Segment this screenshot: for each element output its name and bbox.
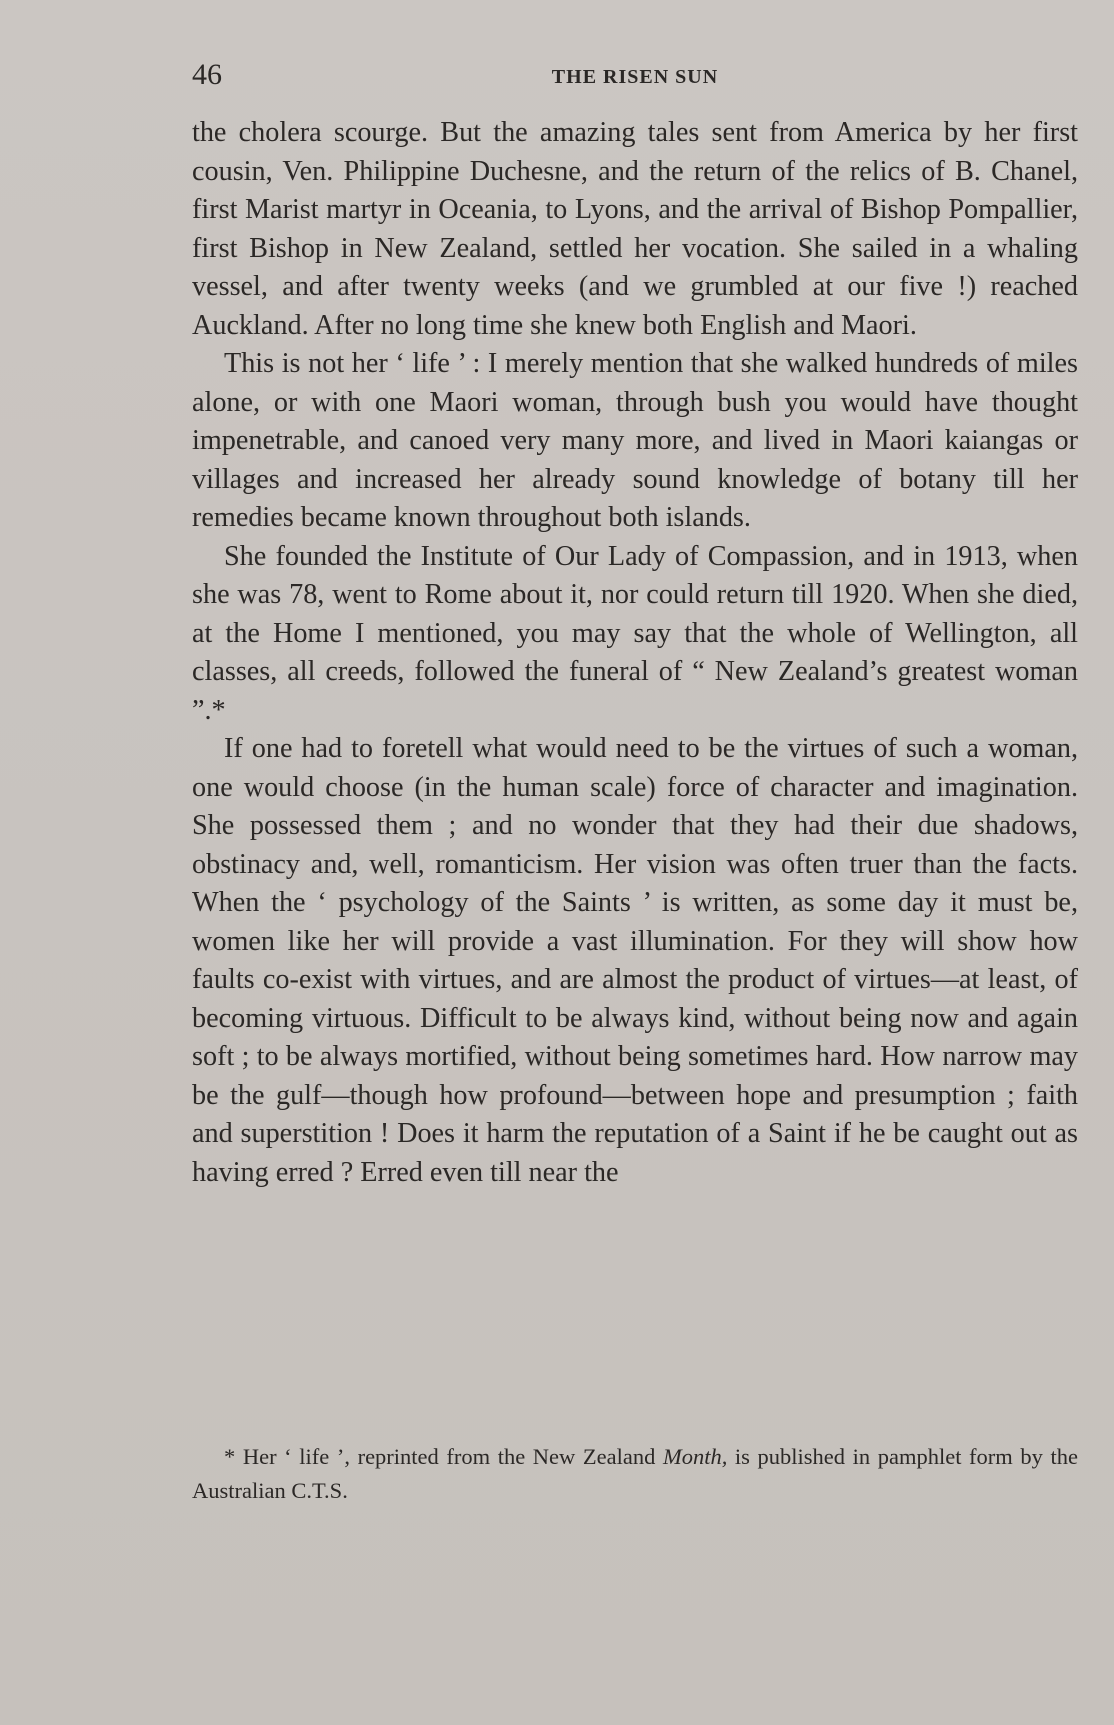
paragraph-4: If one had to foretell what would need to be the virtues of such a woman, one would choose (in the human scale) force of character and imagination. She possessed them ; and no wonder that they had their due shadows, obstinacy and, well, romanticism. Her vision was often truer than the facts. When the ‘ psychology of the Saints ’ is written, as some day it must be, women like her will provide a vast illumination. For they will show how faults co-exist with virtues, and are almost the product of virtues—at least, of becoming virtuous. Difficult to be always kind, without being now and again soft ; to be always mortified, without being sometimes hard. How narrow may be the gulf—though how profound—between hope and presumption ; faith and superstition ! Does it harm the reputation of a Saint if he be caught out as having erred ? Erred even till near the (192, 733, 1078, 1188)
footnote-italic: Month, (662, 1444, 728, 1469)
body-text (192, 114, 1078, 1192)
paragraph-1: the cholera scourge. But the amazing tales sent from America by her first cousin, Ven. Philippine Duchesne, and the return of the relics of B. Chanel, first Marist martyr in Oceania, to Lyons, and the arrival of Bishop Pompallier, first Bishop in New Zealand, settled her vocation. She sailed in a whaling vessel, and after twenty weeks (and we grumbled at our five !) reached Auckland. After no long time she knew both English and Maori. (192, 117, 1078, 341)
page-header (192, 58, 1078, 98)
running-title: THE RISEN SUN (551, 66, 719, 88)
page-number: 46 (192, 58, 222, 91)
footnote (192, 1440, 1078, 1508)
footnote-part-2: is published in pamphlet form by the Australian C.T.S. (192, 1444, 1078, 1503)
footnote-text (192, 1440, 1078, 1508)
paragraph-2: This is not her ‘ life ’ : I merely mention that she walked hundreds of miles alone, or with one Maori woman, through bush you would have thought impenetrable, and canoed very many more, and lived in Maori kaiangas or villages and increased her already sound knowledge of botany till her remedies became known throughout both islands. (192, 348, 1078, 533)
paragraph-3: She founded the Institute of Our Lady of Compassion, and in 1913, when she was 78, went to Rome about it, nor could return till 1920. When she died, at the Home I mentioned, you may say that the whole of Wellington, all classes, all creeds, followed the funeral of “ New Zealand’s greatest woman ”.* (192, 540, 1078, 726)
footnote-part-1: * Her ‘ life ’, reprinted from the New Zealand (224, 1444, 663, 1469)
